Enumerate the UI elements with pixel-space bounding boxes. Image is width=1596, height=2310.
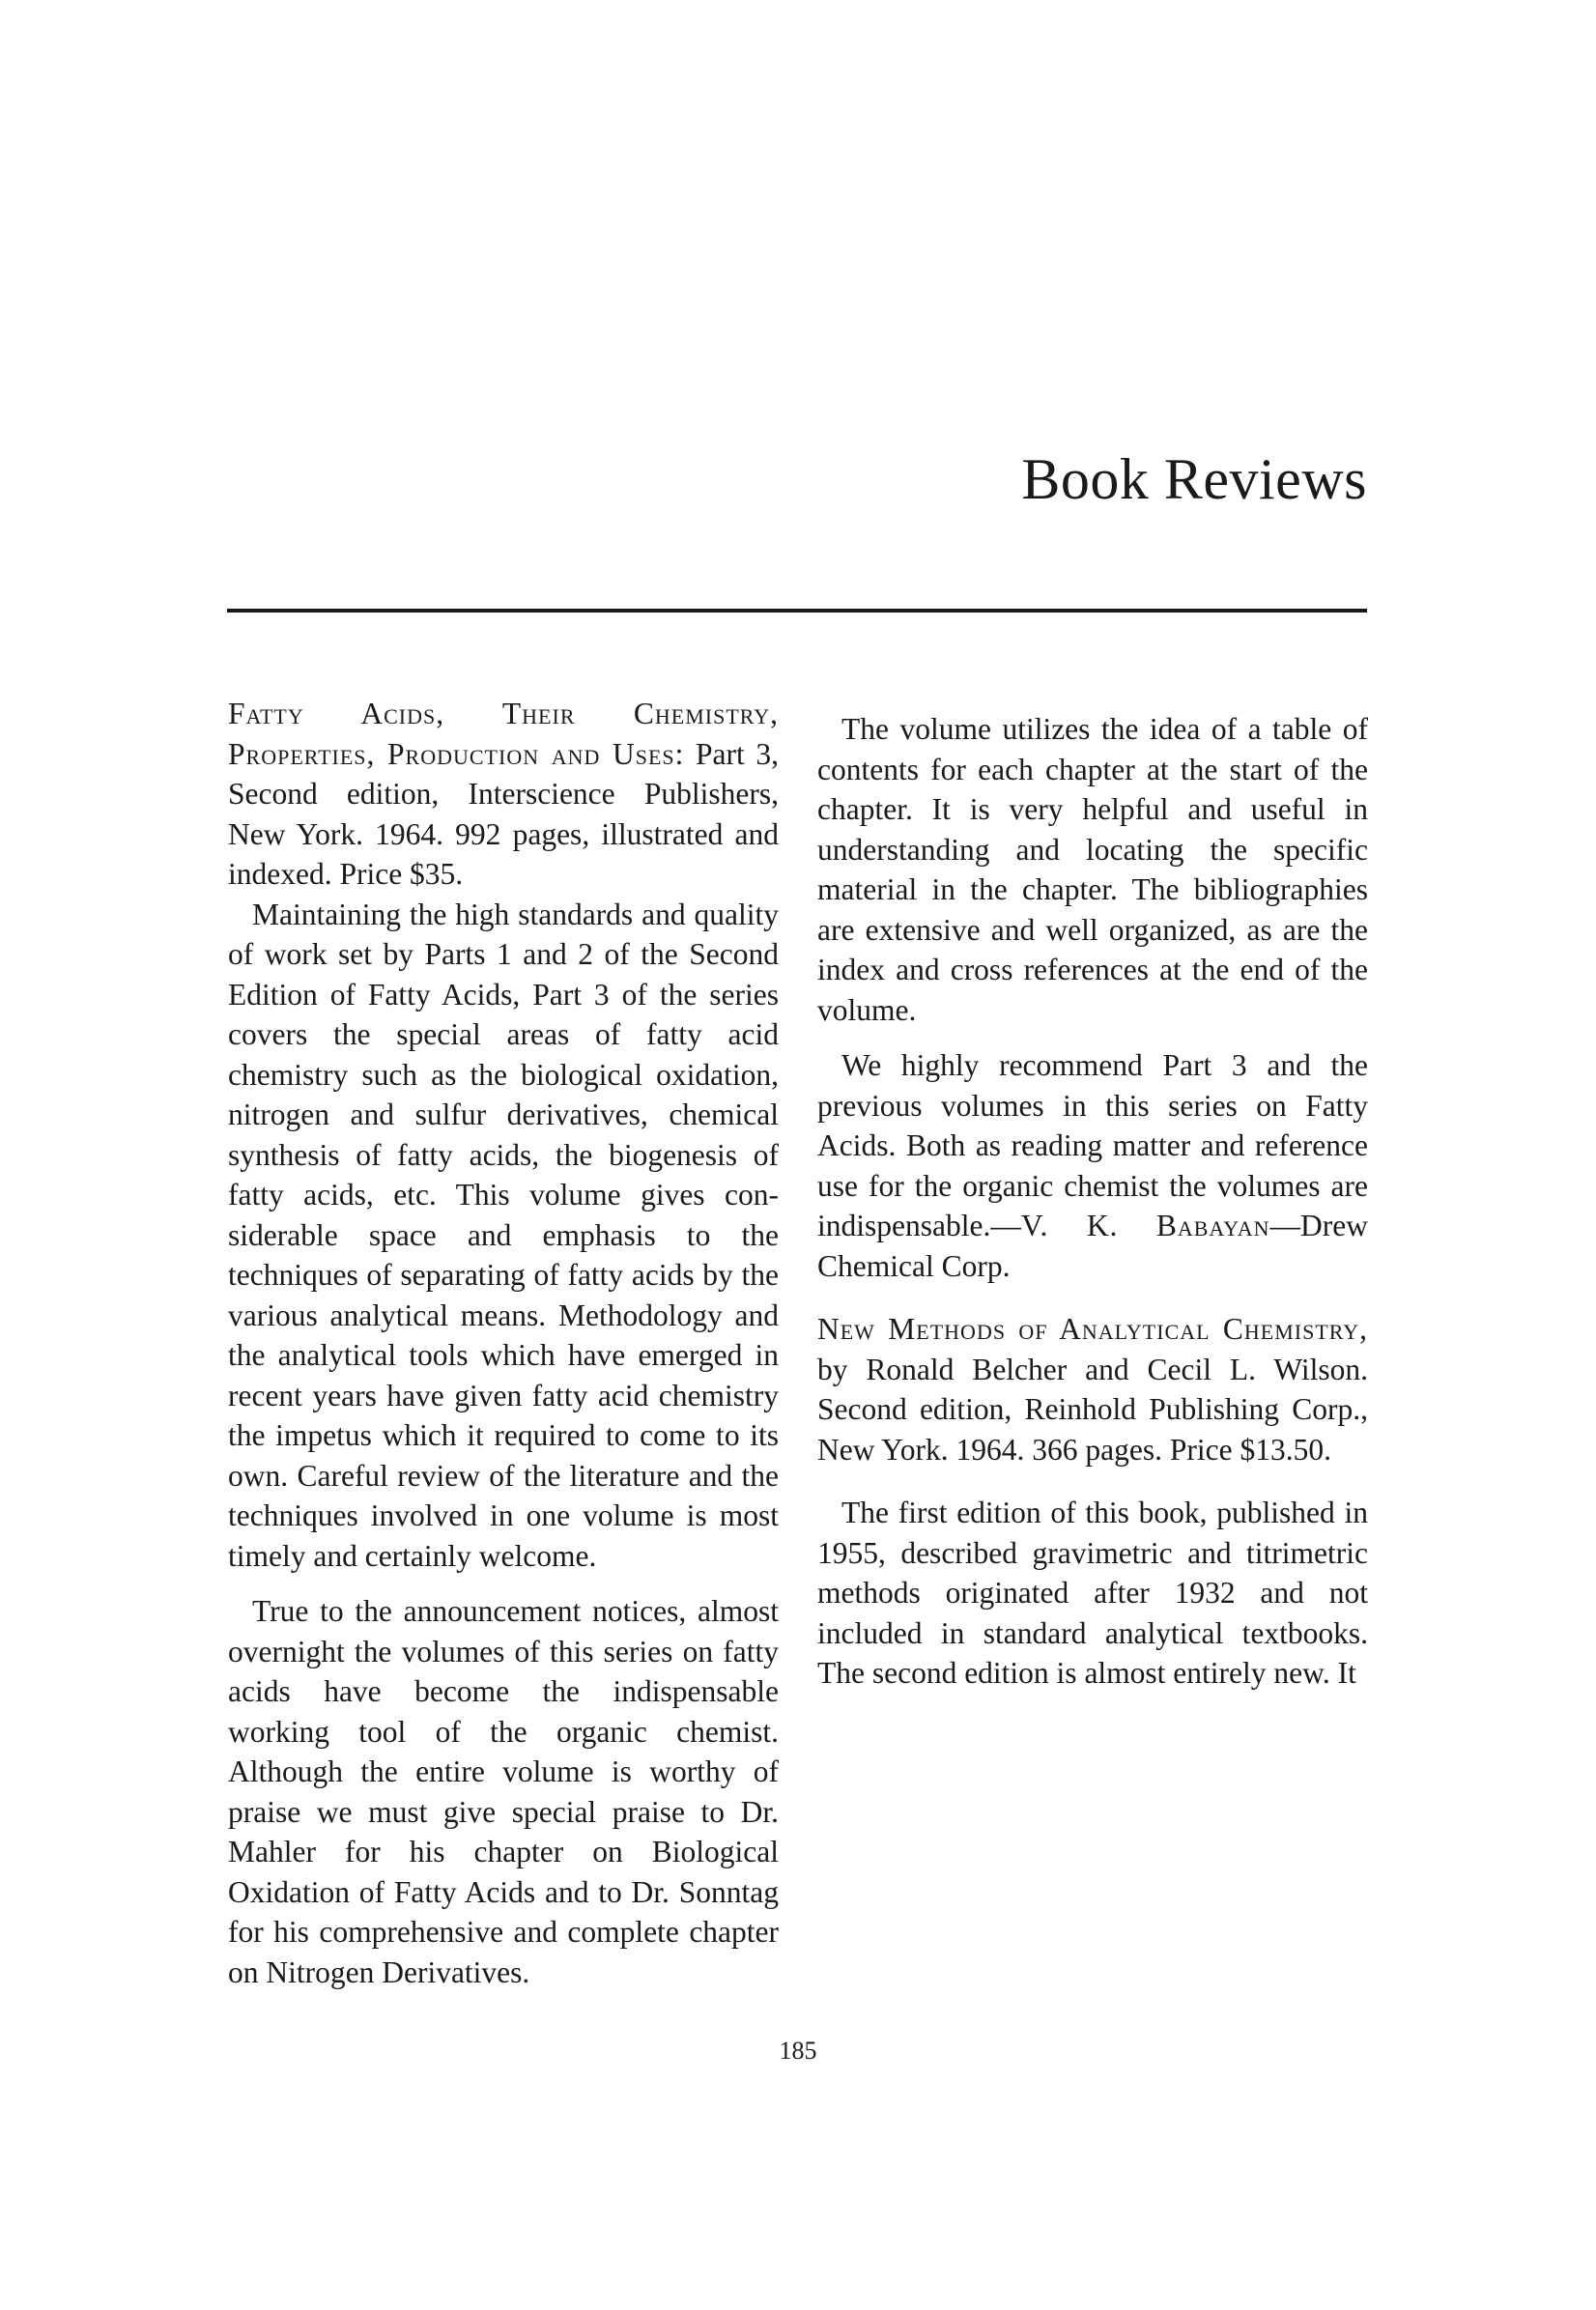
right-column — [817, 694, 1368, 1694]
review1-paragraph-2: True to the announcement notices, almost overnight the volumes of this series on fatty acids have become the indispensable working tool of the organic chemist. Although the entire volume is worthy of praise we must give special praise to Dr. Mahler for his chapter on Biological Oxidation of Fatty Acids and to Dr. Sonntag for his comprehensive and complete chapter on Nitrogen Derivatives. — [228, 1594, 779, 1989]
review1-paragraph-1: Maintaining the high standards and quality of work set by Parts 1 and 2 of the Second Edition of Fatty Acids, Part 3 of the series covers the special areas of fatty acid chemistry such as the biological oxidation, nitrogen and sulfur derivatives, chemical synthesis of fatty acids, the biogenesis of fatty acids, etc. This volume gives considerable space and emphasis to the techniques of separating of fatty acids by the various analytical means. Methodology and the analytical tools which have emerged in recent years have given fatty acid chemistry the impetus which it required to come to its own. Careful review of the literature and the techniques involved in one volume is most timely and certainly welcome. — [228, 897, 779, 1573]
review1-heading — [228, 694, 779, 895]
review1-book-title: Fatty Acids, Their Chemistry, Properties, Production and Uses: — [228, 697, 779, 771]
review2-paragraph-1: The first edition of this book, published in 1955, described gravimetric and titrimetric methods originated after 1932 and not included in standard analytical textbooks. The second edition is almost entirely new. It — [817, 1496, 1368, 1690]
reviewer-affiliation: —Drew Chemical Corp. — [817, 1209, 1368, 1283]
left-column — [228, 694, 779, 1992]
section-title: Book Reviews — [1021, 447, 1367, 511]
review1-citation: Part 3, Second edition, Interscience Publishers, New York. 1964. 992 pages, illustrated and indexed. Price $35. — [228, 736, 780, 891]
reviewer-name: V. K. Babayan — [1020, 1209, 1270, 1242]
review2-heading — [817, 1309, 1368, 1469]
review1-paragraph-4 — [817, 1045, 1368, 1286]
title-rule — [227, 609, 1367, 613]
review1-paragraph-3: The volume utilizes the idea of a table of contents for each chapter at the start of the chapter. It is very helpful and useful in understanding and locating the specific material in the chapter. The bibliographies are extensive and well organized, as are the index and cross references at the end of the volume. — [817, 712, 1368, 1027]
review2-book-title: New Methods of Analytical Chemistry, — [817, 1312, 1368, 1346]
review2-citation: by Ronald Belcher and Cecil L. Wilson. Second edition, Reinhold Publishing Corp., New York. 1964. 366 pages. Price $13.50. — [817, 1352, 1368, 1467]
review1-paragraph-4-text: We highly recommend Part 3 and the previous volumes in this series on Fatty Acids. Both as reading matter and reference use for the organic chemist the volumes are indispensable.— — [817, 1048, 1368, 1242]
page-number: 185 — [779, 2037, 817, 2065]
